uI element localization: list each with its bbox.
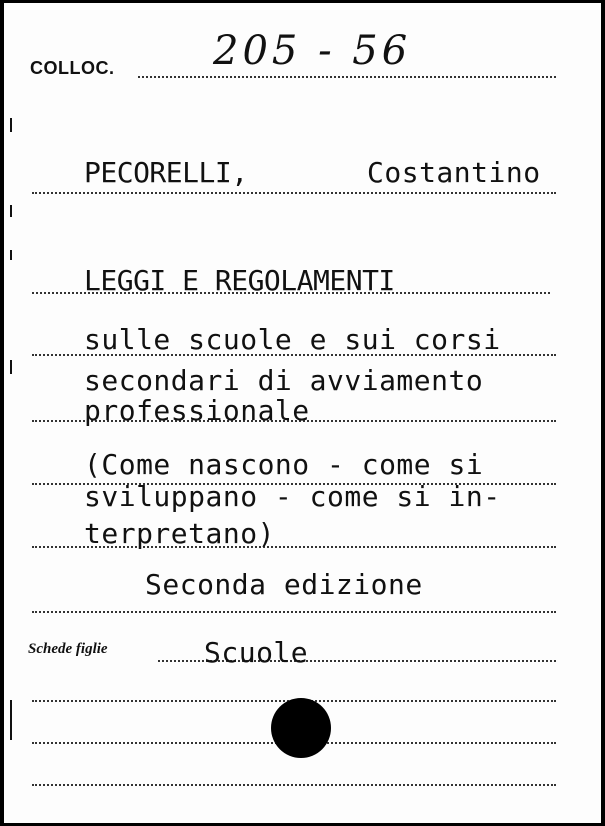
- card-border-top: [0, 0, 605, 3]
- author-rule: [32, 192, 556, 194]
- title-line-6: sviluppano - come si in-: [84, 480, 501, 513]
- title-line-5: (Come nascono - come si: [84, 448, 484, 481]
- colloc-label: COLLOC.: [30, 58, 115, 78]
- schede-figlie-label: Schede figlie: [28, 641, 108, 657]
- title-line-3: secondari di avviamento: [84, 364, 484, 397]
- title-line-2: sulle scuole e sui corsi: [84, 323, 501, 356]
- card-border-left: [0, 0, 4, 826]
- title-line-1: LEGGI E REGOLAMENTI: [84, 264, 395, 297]
- title-line-7: terpretano): [84, 517, 275, 550]
- schede-figlie-value: Scuole: [204, 636, 309, 669]
- edition-rule: [32, 611, 556, 613]
- blank-rule-3: [32, 784, 556, 786]
- card-border-right: [601, 0, 605, 826]
- title-line-4: professionale: [84, 394, 310, 427]
- colloc-rule: [138, 76, 556, 78]
- author-given-name: Costantino: [367, 156, 541, 189]
- punch-hole: [271, 698, 331, 758]
- edition: Seconda edizione: [145, 568, 423, 601]
- colloc-number: 205 - 56: [213, 28, 412, 74]
- author-surname: PECORELLI,: [84, 156, 248, 189]
